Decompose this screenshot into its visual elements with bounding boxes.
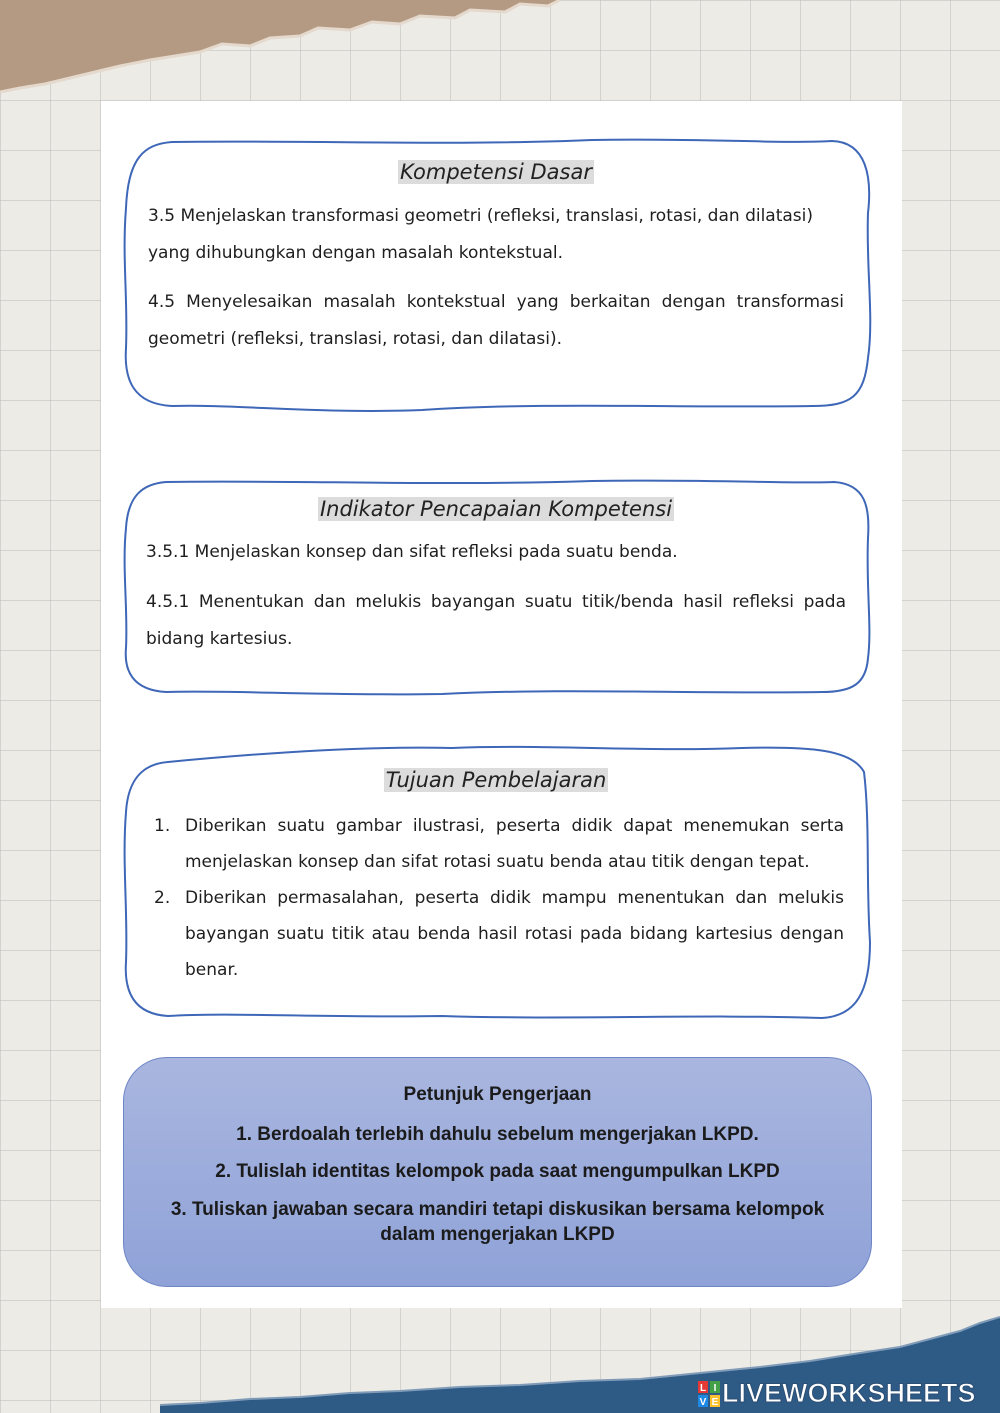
logo-letter-i: I: [713, 1383, 717, 1394]
indikator-box: [122, 478, 870, 696]
logo-letter-v: V: [699, 1397, 707, 1407]
petunjuk-step-1: 1. Berdoalah terlebih dahulu sebelum mengerjakan LKPD.: [236, 1124, 759, 1145]
petunjuk-step-3-cont: dalam mengerjakan LKPD: [380, 1224, 615, 1245]
petunjuk-pengerjaan-box: [123, 1057, 872, 1287]
indikator-title: Indikator Pencapaian Kompetensi: [319, 497, 673, 521]
list-number: 1.: [154, 816, 171, 836]
tujuan-item-1: 1. Diberikan suatu gambar ilustrasi, peserta didik dapat menemukan serta menjelaskan konsep dan sifat rotasi suatu benda atau titik dengan tepat.: [154, 808, 844, 880]
list-number: 2.: [154, 888, 171, 908]
kd-item-4-5: 4.5 Menyelesaikan masalah kontekstual yang berkaitan dengan transformasi geometri (refleksi, translasi, rotasi, dan dilatasi).: [148, 292, 844, 349]
kompetensi-dasar-box: [122, 138, 870, 413]
tujuan-item-2: 2. Diberikan permasalahan, peserta didik mampu menentukan dan melukis bayangan suatu titik atau benda hasil rotasi pada bidang kartesius dengan benar.: [154, 880, 844, 988]
liveworksheets-logo-icon: [698, 1381, 720, 1407]
indikator-item-3-5-1: 3.5.1 Menjelaskan konsep dan sifat refleksi pada suatu benda.: [146, 542, 678, 562]
liveworksheets-wordmark: LIVEWORKSHEETS: [722, 1378, 976, 1408]
kd-item-3-5: 3.5 Menjelaskan transformasi geometri (refleksi, translasi, rotasi, dan dilatasi) yang dihubungkan dengan masalah kontekstual.: [148, 206, 814, 263]
petunjuk-step-3: 3. Tuliskan jawaban secara mandiri tetapi diskusikan bersama kelompok: [170, 1199, 825, 1220]
torn-paper-top-decoration: [0, 0, 560, 100]
kompetensi-dasar-title: Kompetensi Dasar: [400, 160, 592, 184]
petunjuk-step-2: 2. Tulislah identitas kelompok pada saat mengumpulkan LKPD: [215, 1161, 780, 1182]
petunjuk-title: Petunjuk Pengerjaan: [403, 1084, 592, 1105]
logo-letter-l: L: [699, 1383, 707, 1394]
logo-letter-e: E: [711, 1397, 719, 1407]
tujuan-title: Tujuan Pembelajaran: [385, 768, 607, 792]
tujuan-box: [122, 742, 870, 1020]
indikator-item-4-5-1: 4.5.1 Menentukan dan melukis bayangan suatu titik/benda hasil refleksi pada bidang kartesius.: [146, 592, 846, 649]
